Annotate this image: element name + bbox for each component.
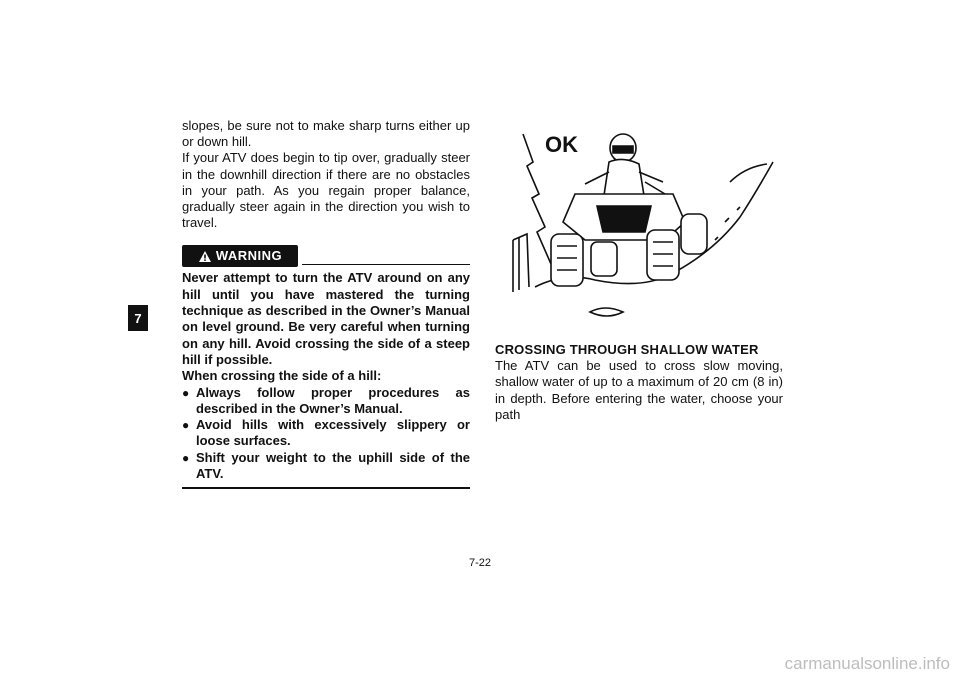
warning-header [182, 245, 470, 267]
list-item: ● Always follow proper procedures as described in the Owner’s Manual. [182, 384, 470, 416]
warning-subheading: When crossing the side of a hill: [182, 368, 382, 384]
right-column [495, 342, 783, 423]
chapter-tab [128, 305, 148, 331]
section-heading: CROSSING THROUGH SHALLOW WATER [495, 342, 759, 357]
bullet-icon: ● [182, 418, 190, 433]
paragraph: slopes, be sure not to make sharp turns either up or down hill. [182, 118, 470, 150]
paragraph: The ATV can be used to cross slow moving, shallow water of up to a maximum of 20 cm (8 in) in depth. Before entering the water, choose your path [495, 358, 783, 422]
warning-body [182, 270, 470, 482]
atv-vehicle-icon [551, 194, 707, 286]
warning-triangle-icon [198, 250, 212, 263]
warning-badge [182, 245, 298, 267]
atv-illustration [505, 122, 780, 327]
warning-bullet-list [182, 385, 470, 483]
left-column [182, 118, 470, 489]
bullet-icon: ● [182, 385, 190, 400]
ok-caption: OK [545, 132, 578, 157]
watermark: carmanualsonline.info [784, 654, 950, 673]
warning-intro: Never attempt to turn the ATV around on any hill until you have mastered the turning technique as described in the Owner’s Manual on level ground. Be very careful when turning on any hill. Avoid crossing the side of a steep hill if possible. [182, 270, 470, 367]
list-item: ● Shift your weight to the uphill side of the ATV. [182, 449, 470, 481]
bullet-icon: ● [182, 450, 190, 465]
warning-label: WARNING [215, 248, 283, 264]
paragraph: If your ATV does begin to tip over, gradually steer in the downhill direction if there are no obstacles in your path. As you regain proper balance, gradually steer again in the direction you wish to travel. [182, 150, 470, 231]
warning-bottom-rule [182, 487, 470, 489]
page-number: 7-22 [468, 557, 492, 569]
list-item: ● Avoid hills with excessively slippery or loose surfaces. [182, 417, 470, 449]
warning-rule [302, 264, 470, 266]
chapter-number: 7 [134, 310, 142, 326]
